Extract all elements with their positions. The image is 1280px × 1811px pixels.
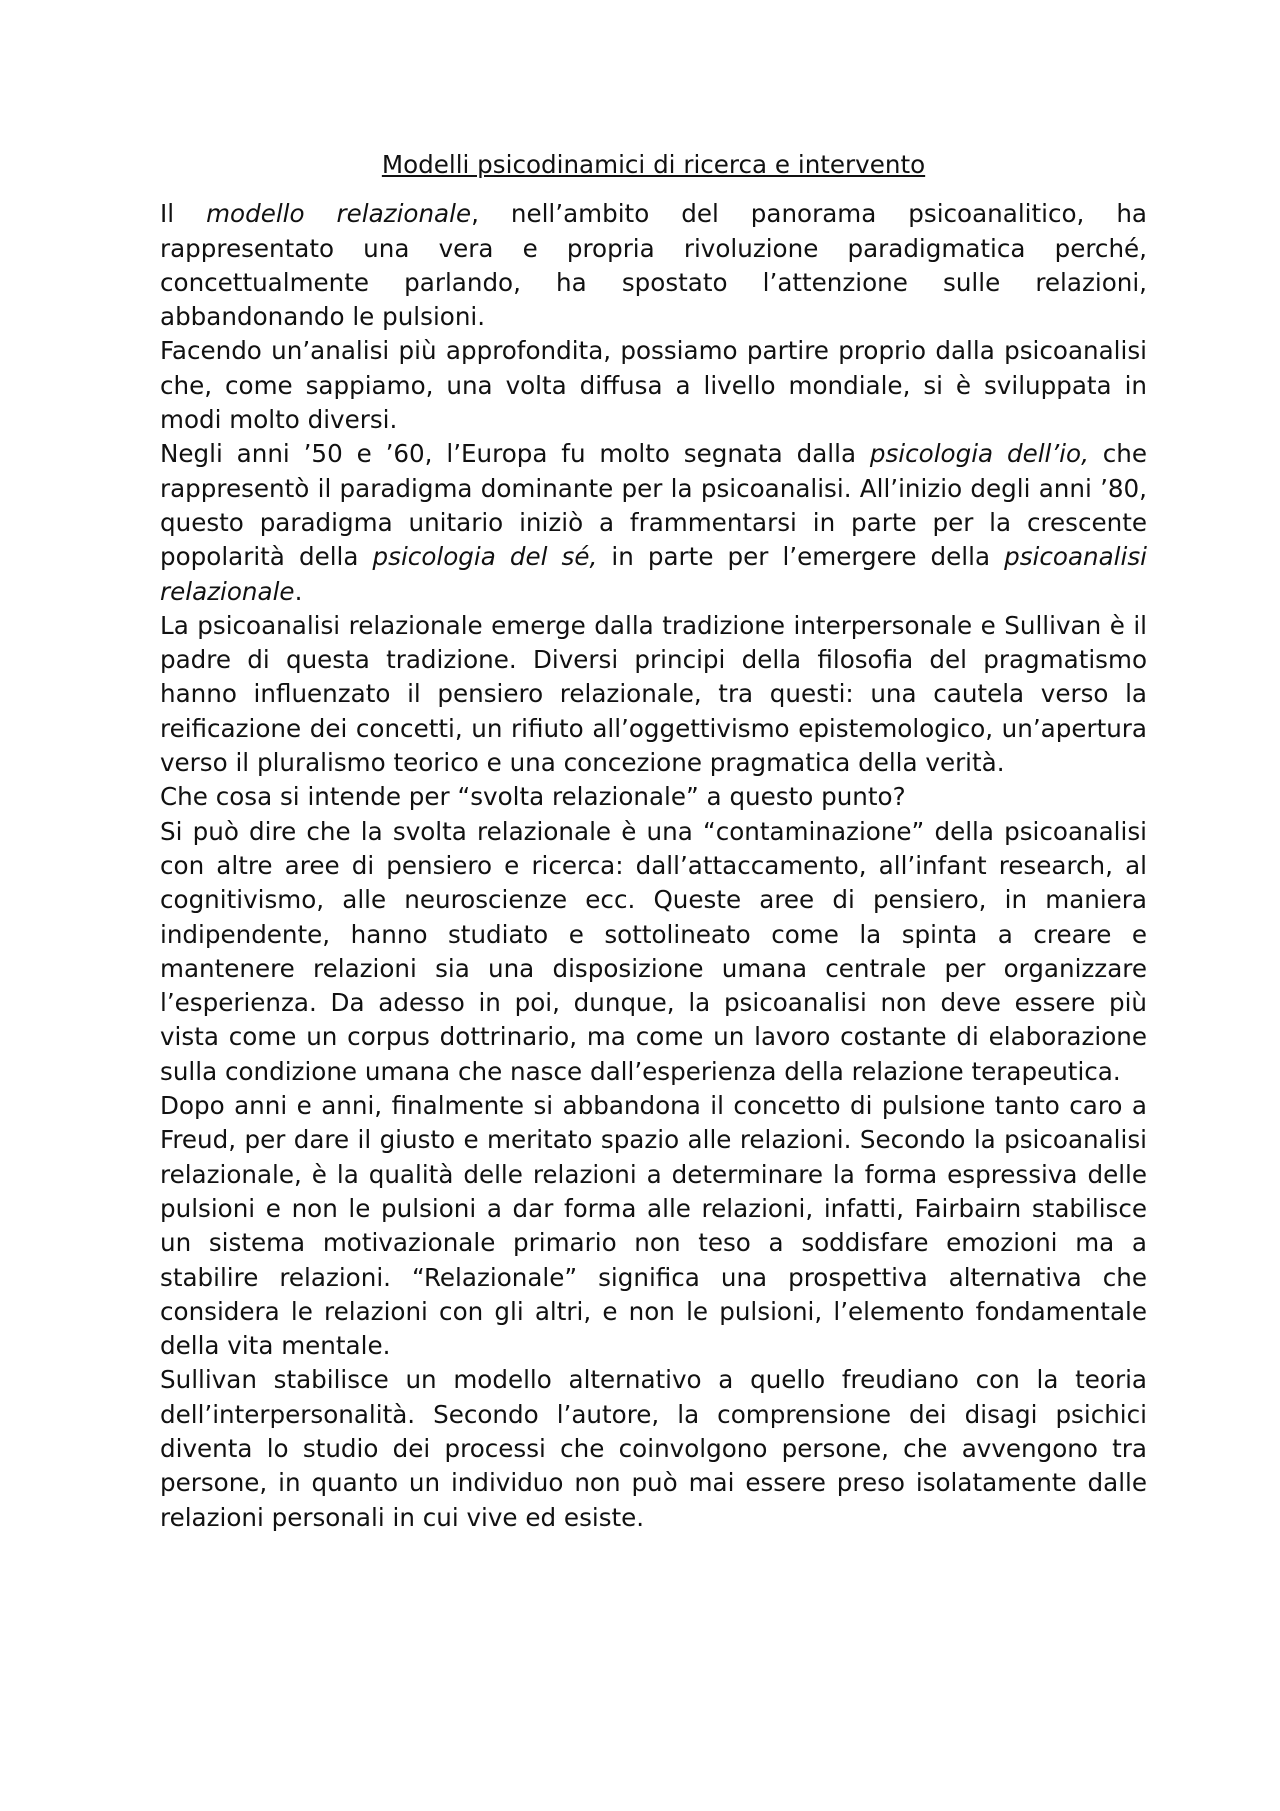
paragraph	[160, 197, 1147, 334]
italic-text-run: modello relazionale	[206, 199, 472, 229]
text-run: Che cosa si intende per “svolta relazionale” a questo punto?	[160, 782, 906, 812]
paragraph	[160, 1363, 1147, 1534]
text-run: Facendo un’analisi più approfondita, possiamo partire proprio dalla psicoanalisi che, come sappiamo, una volta diffusa a livello mondiale, si è sviluppata in modi molto diversi.	[160, 336, 1147, 435]
paragraph	[160, 780, 1147, 814]
paragraph	[160, 815, 1147, 1089]
italic-text-run: psicologia dell’io,	[869, 439, 1089, 469]
document-body	[160, 148, 1147, 1535]
italic-text-run: psicoanalisi relazionale	[160, 542, 1147, 606]
paragraph	[160, 609, 1147, 780]
text-run: in parte per l’emergere della	[597, 542, 1005, 572]
paragraph	[160, 437, 1147, 608]
text-run: Dopo anni e anni, finalmente si abbandona il concetto di pulsione tanto caro a Freud, per dare il giusto e meritato spazio alle relazioni. Secondo la psicoanalisi relazionale, è la qualità delle relazioni a determinare la forma espressiva delle pulsioni e non le pulsioni a dar forma alle relazioni, infatti, Fairbairn stabilisce un sistema motivazionale primario non teso a soddisfare emozioni ma a stabilire relazioni. “Relazionale” significa una prospettiva alternativa che considera le relazioni con gli altri, e non le pulsioni, l’elemento fondamentale della vita mentale.	[160, 1091, 1147, 1361]
paragraph	[160, 1089, 1147, 1363]
paragraph	[160, 334, 1147, 437]
text-run: Il	[160, 199, 207, 229]
text-run: Sullivan stabilisce un modello alternativo a quello freudiano con la teoria dell’interpersonalità. Secondo l’autore, la comprensione dei disagi psichici diventa lo studio dei processi che coinvolgono persone, che avvengono tra persone, in quanto un individuo non può mai essere preso isolatamente dalle relazioni personali in cui vive ed esiste.	[160, 1365, 1147, 1532]
text-run: Si può dire che la svolta relazionale è una “contaminazione” della psicoanalisi con altre aree di pensiero e ricerca: dall’attaccamento, all’infant research, al cognitivismo, alle neuroscienze ecc. Queste aree di pensiero, in maniera indipendente, hanno studiato e sottolineato come la spinta a creare e mantenere relazioni sia una disposizione umana centrale per organizzare l’esperienza. Da adesso in poi, dunque, la psicoanalisi non deve essere più vista come un corpus dottrinario, ma come un lavoro costante di elaborazione sulla condizione umana che nasce dall’esperienza della relazione terapeutica.	[160, 816, 1147, 1086]
text-run: Negli anni ’50 e ’60, l’Europa fu molto segnata dalla	[160, 439, 870, 469]
document-title: Modelli psicodinamici di ricerca e intervento	[381, 150, 926, 179]
text-run: , nell’ambito del panorama psicoanalitico, ha rappresentato una vera e propria rivoluzione paradigmatica perché, concettualmente parlando, ha spostato l’attenzione sulle relazioni, abbandonando le pulsioni.	[160, 199, 1147, 332]
text-run: La psicoanalisi relazionale emerge dalla tradizione interpersonale e Sullivan è il padre di questa tradizione. Diversi principi della filosofia del pragmatismo hanno influenzato il pensiero relazionale, tra questi: una cautela verso la reificazione dei concetti, un rifiuto all’oggettivismo epistemologico, un’apertura verso il pluralismo teorico e una concezione pragmatica della verità.	[160, 610, 1147, 778]
italic-text-run: psicologia del sé,	[372, 542, 598, 572]
text-run: .	[294, 576, 303, 606]
text-run: che rappresentò il paradigma dominante per la psicoanalisi. All’inizio degli anni ’80, questo paradigma unitario iniziò a frammentarsi in parte per la crescente popolarità della	[160, 439, 1147, 572]
